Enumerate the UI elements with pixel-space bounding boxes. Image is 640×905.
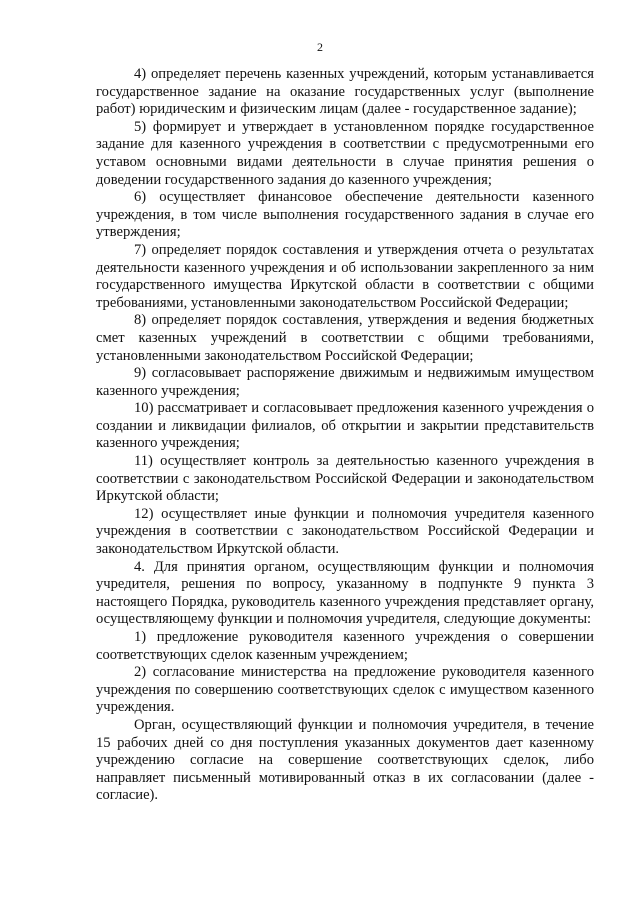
page-number: 2 (317, 40, 323, 54)
paragraph-item-4: 4) определяет перечень казенных учреждений, которым устанавливается государственное задание на оказание государственных услуг (выполнение работ) юридическим и физическим лицам (далее - государственное задание); (96, 66, 594, 118)
paragraph-document-1: 1) предложение руководителя казенного учреждения о совершении соответствующих сделок казенным учреждением; (96, 629, 594, 663)
paragraph-item-6: 6) осуществляет финансовое обеспечение деятельности казенного учреждения, в том числе выполнения государственного задания в случае его утверждения; (96, 189, 594, 241)
paragraph-item-9: 9) согласовывает распоряжение движимым и недвижимым имуществом казенного учреждения; (96, 365, 594, 399)
paragraph-item-5: 5) формирует и утверждает в установленном порядке государственное задание для казенного учреждения в соответствии с предусмотренными его уставом основными видами деятельности в случае принятия решения о доведении государственного задания до казенного учреждения; (96, 118, 594, 188)
paragraph-item-10: 10) рассматривает и согласовывает предложения казенного учреждения о создании и ликвидации филиалов, об открытии и закрытии представительств казенного учреждения; (96, 400, 594, 452)
paragraph-consent: Орган, осуществляющий функции и полномочия учредителя, в течение 15 рабочих дней со дня поступления указанных документов дает казенному учреждению согласие на совершение соответствующих сделок, либо направляет письменный мотивированный отказ в их согласовании (далее - согласие). (96, 716, 594, 804)
paragraph-item-12: 12) осуществляет иные функции и полномочия учредителя казенного учреждения в соответствии с законодательством Российской Федерации и законодательством Иркутской области. (96, 505, 594, 558)
paragraph-item-7: 7) определяет порядок составления и утверждения отчета о результатах деятельности казенного учреждения и об использовании закрепленного за ним государственного имущества Иркутской области в соответствии с общими требованиями, установленными законодательством Российской Федерации; (96, 241, 594, 311)
paragraph-document-2: 2) согласование министерства на предложение руководителя казенного учреждения по совершению соответствующих сделок с имуществом казенного учреждения. (96, 664, 594, 716)
paragraph-item-11: 11) осуществляет контроль за деятельностью казенного учреждения в соответствии с законодательством Российской Федерации и законодательством Иркутской области; (96, 453, 594, 505)
paragraph-item-8: 8) определяет порядок составления, утверждения и ведения бюджетных смет казенных учреждений в соответствии с общими требованиями, установленными законодательством Российской Федерации; (96, 312, 594, 364)
document-body (96, 66, 594, 805)
paragraph-section-4: 4. Для принятия органом, осуществляющим функции и полномочия учредителя, решения по вопросу, указанному в подпункте 9 пункта 3 настоящего Порядка, руководитель казенного учреждения представляет органу, осуществляющему функции и полномочия учредителя, следующие документы: (96, 558, 594, 628)
